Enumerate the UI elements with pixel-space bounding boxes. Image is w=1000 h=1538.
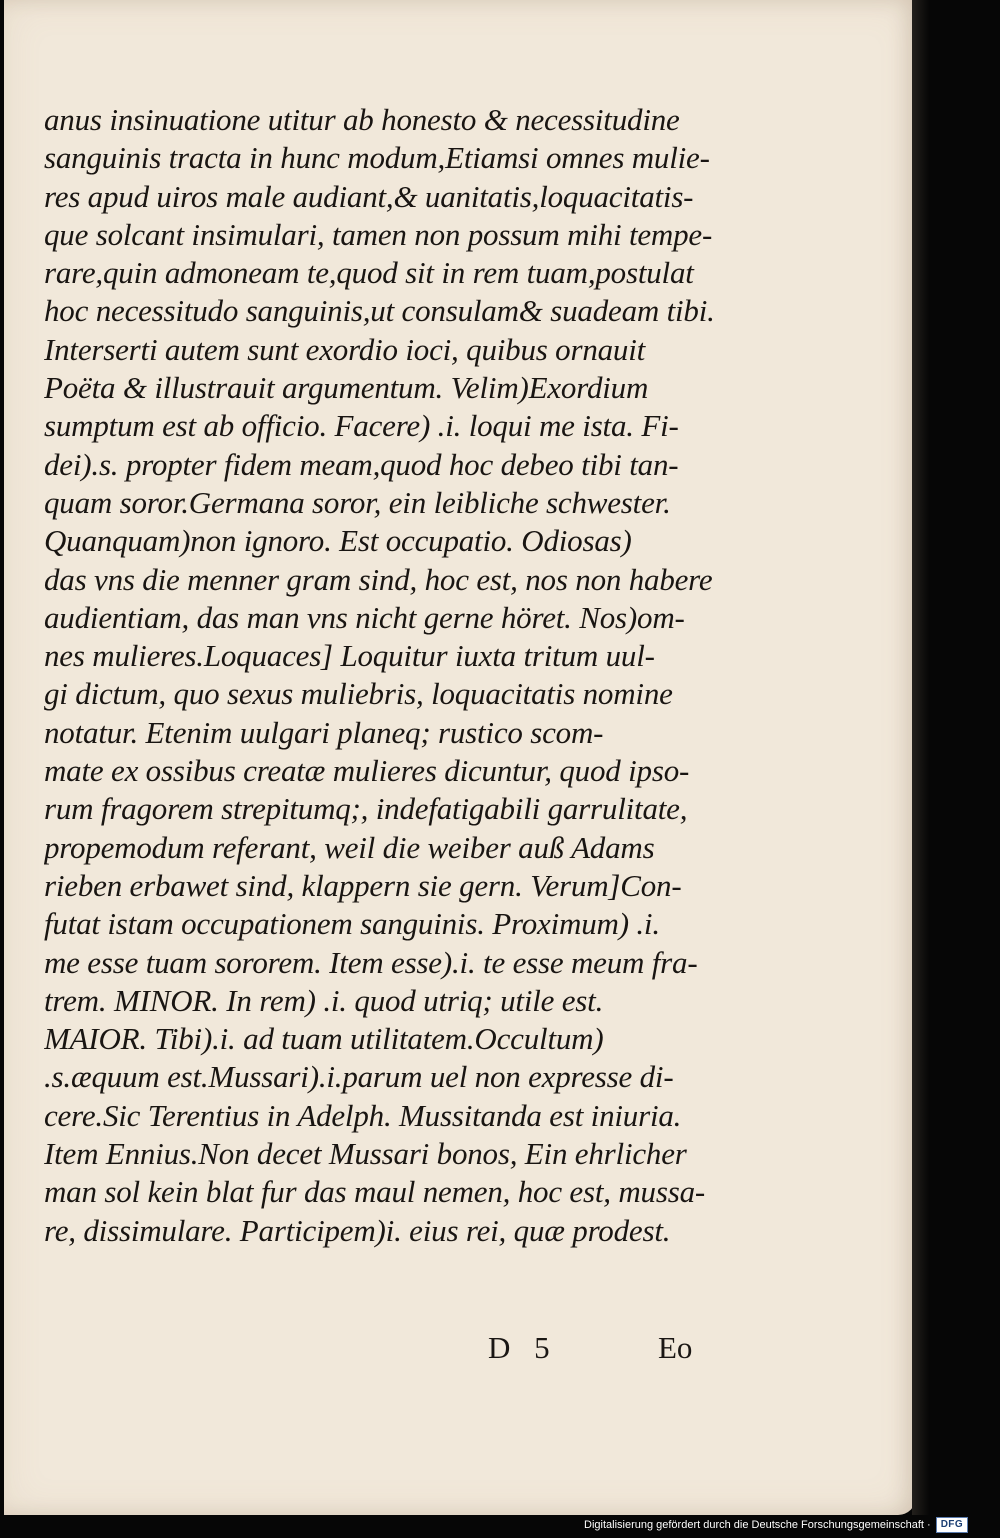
text-line: audientiam, das man vns nicht gerne höret. Nos)om- <box>44 599 685 635</box>
text-line: res apud uiros male audiant,& uanitatis,loquacitatis- <box>44 178 694 214</box>
text-line: trem. MINOR. In rem) .i. quod utriq; utile est. <box>44 982 604 1018</box>
text-line: hoc necessitudo sanguinis,ut consulam& suadeam tibi. <box>44 293 715 329</box>
page-edge-shadow <box>912 0 930 1515</box>
digitization-footer <box>584 1514 968 1536</box>
text-line: das vns die menner gram sind, hoc est, nos non habere <box>44 561 713 597</box>
text-line: sanguinis tracta in hunc modum,Etiamsi omnes mulie- <box>44 140 710 176</box>
text-line: me esse tuam sororem. Item esse).i. te esse meum fra- <box>44 944 698 980</box>
text-line: re, dissimulare. Participem)i. eius rei, quæ prodest. <box>44 1212 671 1248</box>
text-line: cere.Sic Terentius in Adelph. Mussitanda est iniuria. <box>44 1097 682 1133</box>
footer-credit: Digitalisierung gefördert durch die Deutsche Forschungsgemeinschaft · <box>584 1519 931 1531</box>
text-line: man sol kein blat fur das maul nemen, hoc est, mussa- <box>44 1174 706 1210</box>
text-line: notatur. Etenim uulgari planeq; rustico scom- <box>44 714 604 750</box>
catchword: Eo <box>658 1330 693 1365</box>
page-signature <box>488 1330 728 1374</box>
text-line: .s.æquum est.Mussari).i.parum uel non expresse di- <box>44 1059 674 1095</box>
dfg-logo-icon: DFG <box>936 1517 968 1533</box>
text-line: mate ex ossibus creatæ mulieres dicuntur, quod ipso- <box>44 753 690 789</box>
text-line: nes mulieres.Loquaces] Loquitur iuxta tritum uul- <box>44 638 655 674</box>
text-line: quam soror.Germana soror, ein leibliche schwester. <box>44 484 671 520</box>
text-line: Poëta & illustrauit argumentum. Velim)Exordium <box>44 370 649 406</box>
signature-mark: D 5 <box>488 1330 558 1365</box>
text-line: rare,quin admoneam te,quod sit in rem tuam,postulat <box>44 255 694 291</box>
text-line: dei).s. propter fidem meam,quod hoc debeo tibi tan- <box>44 446 679 482</box>
text-line: anus insinuatione utitur ab honesto & necessitudine <box>44 102 680 137</box>
text-line: propemodum referant, weil die weiber auß Adams <box>44 829 655 865</box>
text-line: rum fragorem strepitumq;, indefatigabili garrulitate, <box>44 791 688 827</box>
text-line: futat istam occupationem sanguinis. Proximum) .i. <box>44 906 660 942</box>
text-line: Quanquam)non ignoro. Est occupatio. Odiosas) <box>44 523 632 559</box>
page-text <box>44 101 724 1250</box>
book-page <box>4 0 916 1515</box>
text-line: Item Ennius.Non decet Mussari bonos, Ein ehrlicher <box>44 1136 687 1172</box>
text-line: que solcant insimulari, tamen non possum mihi tempe- <box>44 216 713 252</box>
text-line: MAIOR. Tibi).i. ad tuam utilitatem.Occultum) <box>44 1021 604 1057</box>
text-line: gi dictum, quo sexus muliebris, loquacitatis nomine <box>44 676 673 712</box>
text-line: Interserti autem sunt exordio ioci, quibus ornauit <box>44 331 646 367</box>
text-line: sumptum est ab officio. Facere) .i. loqui me ista. Fi- <box>44 408 679 444</box>
text-line: rieben erbawet sind, klappern sie gern. Verum]Con- <box>44 867 682 903</box>
